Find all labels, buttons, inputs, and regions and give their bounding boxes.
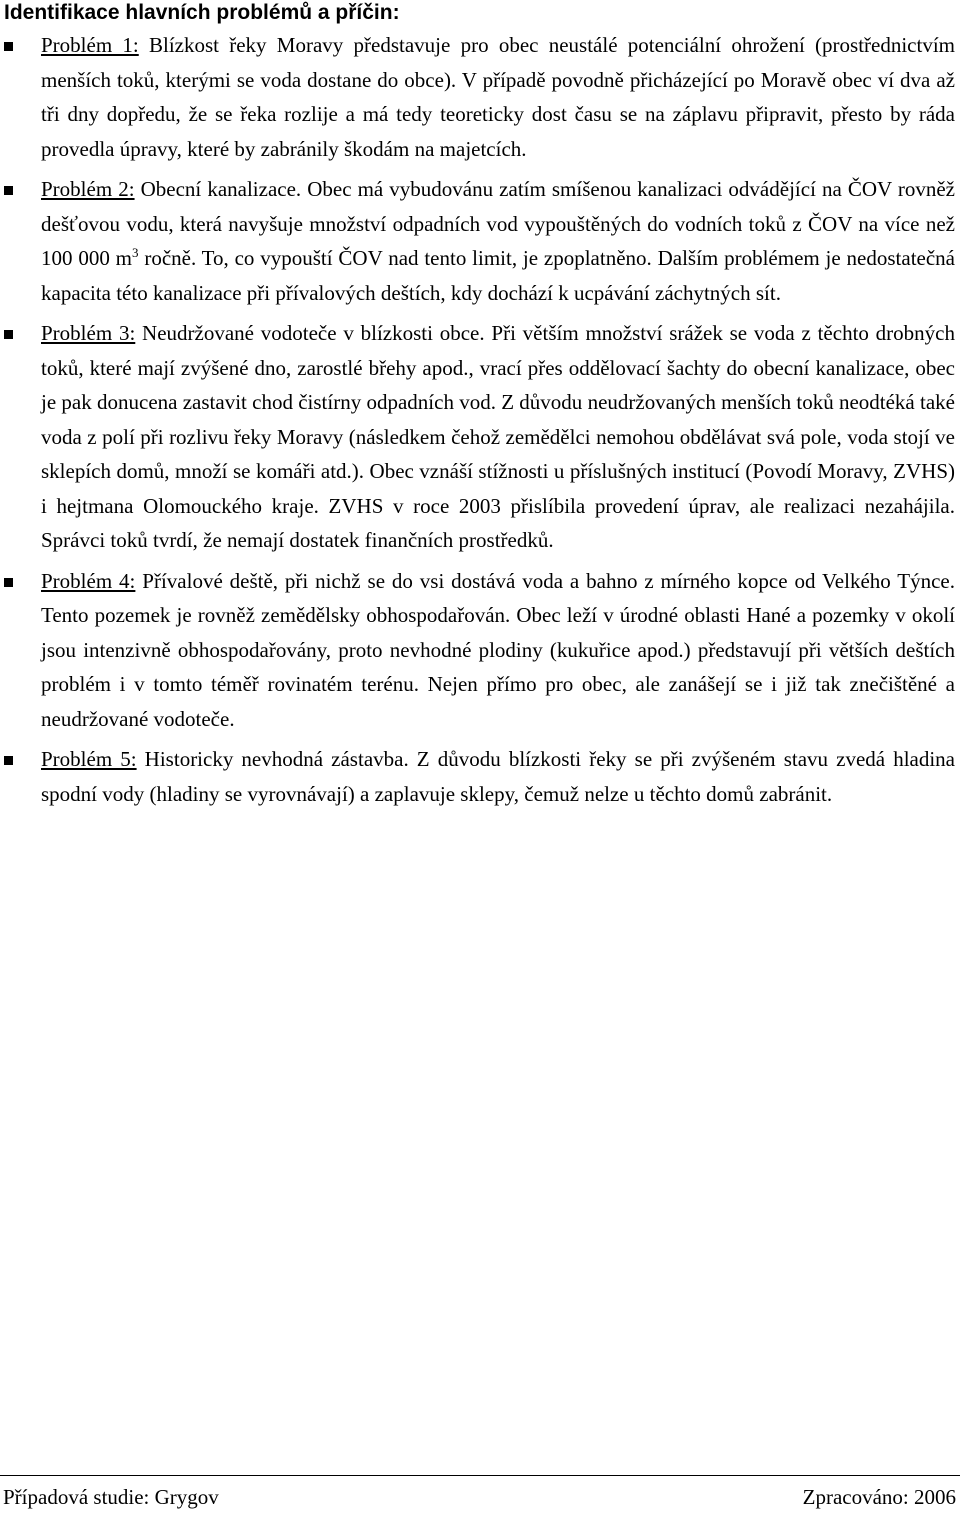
problem-text: Historicky nevhodná zástavba. Z důvodu blízkosti řeky se při zvýšeném stavu zvedá hladina spodní vody (hladiny se vyrovnávají) a zaplavuje sklepy, čemuž nelze u těchto domů zabránit. (41, 747, 955, 806)
problem-title: Problém 2: (41, 177, 135, 201)
problem-title: Problém 1: (41, 33, 139, 57)
problem-item-4 (0, 564, 955, 737)
problem-text: Neudržované vodoteče v blízkosti obce. Při větším množství srážek se voda z těchto drobných toků, které mají zvýšené dno, zarostlé břehy apod., vrací přes oddělovací šachty do obecní kanalizace, obec je pak donucena zastavit chod čistírny odpadních vod. Z důvodu neudržovaných menších toků neodtéká také voda z polí při rozlivu řeky Moravy (následkem čehož zemědělci nemohou obdělávat svá pole, voda stojí ve sklepích domů, množí se komáři atd.). Obec vznáší stížnosti u příslušných institucí (Povodí Moravy, ZVHS) i hejtmana Olomouckého kraje. ZVHS v roce 2003 přislíbila provedení úprav, ale realizaci nezahájila. Správci toků tvrdí, že nemají dostatek finančních prostředků. (41, 321, 955, 552)
section-heading: Identifikace hlavních problémů a příčin: (4, 1, 400, 24)
square-bullet-icon (4, 756, 13, 765)
problem-item-5 (0, 742, 955, 811)
problem-item-2 (0, 172, 955, 310)
footer-processed-date: Zpracováno: 2006 (802, 1485, 956, 1509)
problem-text-continued: ročně. To, co vypouští ČOV nad tento limit, je zpoplatněno. Dalším problémem je nedostatečná kapacita této kanalizace při přívalových deštích, kdy dochází k ucpávání záchytných sít. (41, 246, 955, 305)
problem-text: Přívalové deště, při nichž se do vsi dostává voda a bahno z mírného kopce od Velkého Týnce. Tento pozemek je rovněž zemědělsky obhospodařován. Obec leží v úrodné oblasti Hané a pozemky v okolí jsou intenzivně obhospodařovány, proto nevhodné plodiny (kukuřice apod.) představují při větších deštích problém i v tomto téměř rovinatém terénu. Nejen přímo pro obec, ale zanášejí se i již tak znečištěné a neudržované vodoteče. (41, 568, 956, 731)
footer-case-study: Případová studie: Grygov (3, 1485, 219, 1509)
square-bullet-icon (4, 578, 13, 587)
problem-title: Problém 3: (41, 321, 136, 345)
problem-text: Obecní kanalizace. Obec má vybudovánu zatím smíšenou kanalizaci odvádějící na ČOV rovněž dešťovou vodu, která navyšuje množství odpadních vod vypouštěných do vodních toků z ČOV na více než 100 000 m (41, 177, 955, 270)
problem-title: Problém 5: (41, 747, 137, 771)
problem-item-1 (0, 28, 955, 166)
square-bullet-icon (4, 42, 13, 51)
problem-text: Blízkost řeky Moravy představuje pro obec neustálé potenciální ohrožení (prostřednictvím menších toků, kterými se voda dostane do obce). V případě povodně přicházející po Moravě obec ví dva až tři dny dopředu, že se řeka rozlije a má tedy teoreticky dost času se na záplavu připravit, přesto by ráda provedla úpravy, které by zabránily škodám na majetcích. (41, 33, 955, 161)
problem-item-3 (0, 316, 955, 558)
square-bullet-icon (4, 186, 13, 195)
problem-title: Problém 4: (41, 568, 136, 593)
problem-list (0, 28, 960, 811)
superscript: 3 (132, 245, 139, 260)
footer-divider (0, 1475, 960, 1476)
square-bullet-icon (4, 330, 13, 339)
